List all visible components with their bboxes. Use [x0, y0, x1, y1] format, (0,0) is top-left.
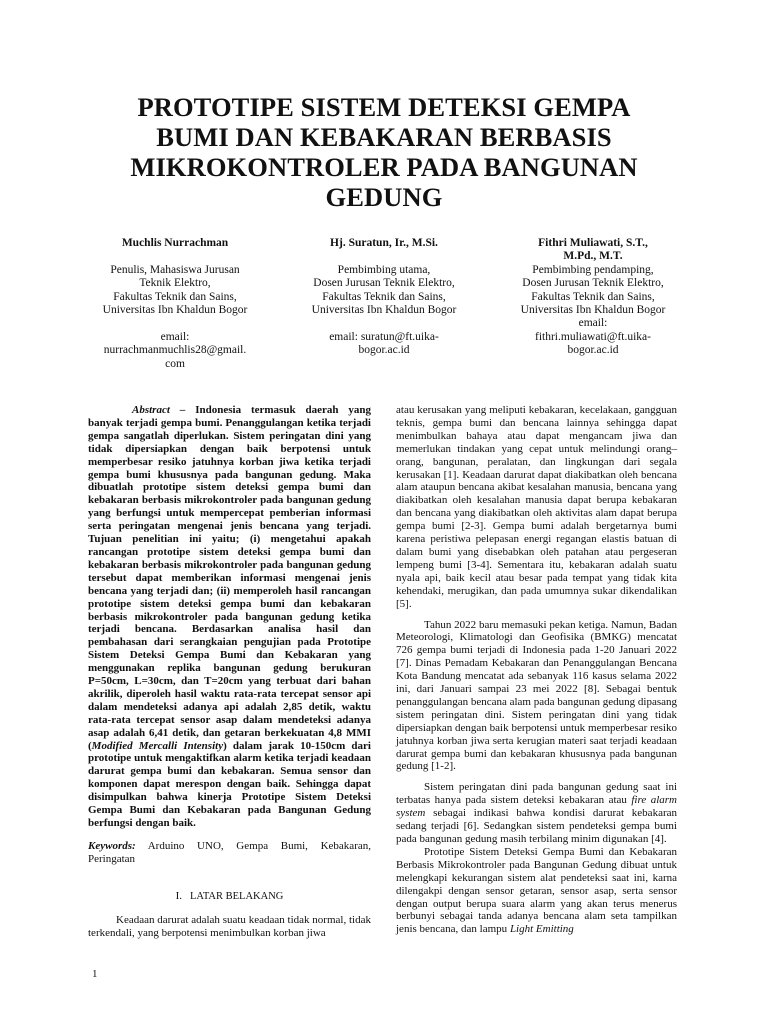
body-paragraph: atau kerusakan yang meliputi kebakaran, kecelakaan, gangguan teknis, gempa bumi dan bencana lainnya sehingga dapat menimbulkan bahaya atau dapat mengancam jiwa dan memerlukan tindakan yang cepat untuk melindungi orang– orang, bangunan, peralatan, dan lingkungan dari segala kerusakan [1]. Keadaan darurat dapat diakibatkan oleh bencana alam ataupun bencana akibat kesalahan manusia, bencana yang diakibatkan oleh kesalahan manusia dapat berupa kebakaran dan bencana yang diakibatkan oleh aktivitas alam dapat berupa gempa bumi [2-3]. Gempa bumi adalah bergetarnya bumi karena peristiwa pelepasan energi regangan elastis batuan di dalam bumi yang disebabkan oleh patahan atau pergeseran lempeng bumi [3-4]. Sementara itu, kebakaran adalah suatu nyala api, baik kecil atau besar pada tempat yang tidak kita kehendaki, merugikan, dan pada umumnya sukar dikendalikan [5]. [396, 404, 677, 610]
author-email: nurrachmanmuchlis28@gmail. [103, 344, 247, 357]
author-affiliation: Fakultas Teknik dan Sains, [113, 290, 237, 303]
paper-title [90, 92, 678, 212]
abstract-text: – Indonesia termasuk daerah yang banyak terjadi gempa bumi. Penanggulangan ketika terjadi gempa sangatlah diperlukan. Sistem peringatan dini yang tidak dipersiapkan dengan baik berpotensi untuk memperbesar resiko jatuhnya korban jiwa ketika terjadi gempa bumi khususnya pada bangunan gedung. Maka dibuatlah prototipe sistem deteksi gempa bumi dan kebakaran berbasis mikrokontroler pada bangunan gedung yang berfungsi untuk mempercepat pemberian informasi serta peringatan mengenai jenis bencana yang terjadi. Tujuan penelitian ini yaitu; (i) mengetahui apakah rancangan prototipe sistem deteksi gempa bumi dan kebakaran berbasis mikrokontroler pada bangunan gedung tersebut dapat memberikan informasi mengenai jenis bencana yang terjadi dan; (ii) memperoleh hasil rancangan prototipe sistem deteksi gempa bumi dan kebakaran berbasis mikrokontroler pada bangunan gedung ketika terjadi bencana. Berdasarkan analisa hasil dan pembahasan dari serangkaian pengujian pada Prototipe Sistem Deteksi Gempa Bumi dan Kebakaran yang menggunakan replika bangunan gedung berukuran P=50cm, L=30cm, dan T=20cm yang terbuat dari bahan akrilik, diperoleh hasil waktu rata-rata tercepat sensor api dalam mendeteksi adanya api adalah 2,85 detik, waktu rata-rata tercepat sensor asap dalam mendeteksi adanya asap adalah 6,41 detik, dan getaran berkekuatan 4,8 MMI ( [88, 404, 371, 752]
author-block-1 [80, 237, 270, 371]
author-email: bogor.ac.id [358, 344, 410, 357]
title-line: GEDUNG [325, 182, 443, 212]
body-text: sebagai indikasi bahwa kondisi darurat kebakaran sedang terjadi [6]. Sedangkan sistem pendeteksi gempa bumi pada bangunan gedung masih terbilang minim digunakan [4]. [396, 807, 677, 845]
abstract-mmi: Modified Mercalli Intensity [91, 739, 224, 752]
keywords-text: Arduino UNO, Gempa Bumi, Kebakaran, Peringatan [88, 839, 371, 865]
author-email: email: suratun@ft.uika- [329, 330, 439, 343]
author-email: email: [160, 330, 190, 343]
abstract [88, 404, 371, 830]
author-affiliation: Universitas Ibn Khaldun Bogor [520, 304, 666, 317]
author-affiliation: Pembimbing utama, [337, 263, 431, 276]
abstract-label: Abstract [132, 404, 170, 416]
title-line: MIKROKONTROLER PADA BANGUNAN [130, 152, 638, 182]
author-name: Muchlis Nurrachman [121, 237, 229, 249]
title-line: BUMI DAN KEBAKARAN BERBASIS [156, 122, 612, 152]
page-number: 1 [92, 968, 98, 980]
author-name: M.Pd., M.T. [563, 250, 623, 263]
author-email: com [165, 357, 185, 370]
keywords-label: Keywords: [88, 839, 136, 852]
author-name: Hj. Suratun, Ir., M.Si. [330, 237, 438, 249]
author-affiliation: Dosen Jurusan Teknik Elektro, [313, 277, 455, 290]
body-paragraph [396, 846, 677, 936]
body-text: Sistem peringatan dini pada bangunan gedung saat ini terbatas hanya pada sistem deteksi kebakaran atau [396, 781, 677, 807]
author-block-3 [498, 237, 688, 358]
author-block-2 [289, 237, 479, 358]
right-column [396, 404, 677, 936]
author-affiliation: Penulis, Mahasiswa Jurusan [110, 263, 240, 276]
section-title: LATAR BELAKANG [190, 890, 284, 902]
author-affiliation: Universitas Ibn Khaldun Bogor [102, 304, 248, 317]
section-heading [88, 890, 371, 904]
body-paragraph: Tahun 2022 baru memasuki pekan ketiga. Namun, Badan Meteorologi, Klimatologi dan Geofisika (BMKG) mencatat 726 gempa bumi terjadi di Indonesia pada 1-20 Januari 2022 [7]. Dinas Pemadam Kebakaran dan Penanggulangan Bencana Kota Bandung mencatat ada sebanyak 116 kasus selama 2022 ini, dari Januari sampai 23 mei 2022 [8]. Sebagai bentuk penanggulangan bencana alam pada bangunan gedung dipasang sistem peringatan dini. Sistem peringatan dini yang tidak dipersiapkan dengan baik berpotensi untuk memperbesar resiko jatuhnya korban jiwa serta kerugian materi saat terjadi keadaan darurat gempa bumi dan kebakaran khususnya pada bangunan gedung [1-2]. [396, 618, 678, 773]
author-affiliation: Pembimbing pendamping, [532, 263, 654, 276]
author-affiliation: Fakultas Teknik dan Sains, [531, 290, 655, 303]
body-paragraph [396, 781, 677, 846]
body-paragraph: Keadaan darurat adalah suatu keadaan tidak normal, tidak terkendali, yang berpotensi menimbulkan korban jiwa [88, 913, 371, 939]
author-affiliation: Fakultas Teknik dan Sains, [322, 290, 446, 303]
title-line: PROTOTIPE SISTEM DETEKSI GEMPA [137, 92, 631, 122]
body-italic: fire alarm system [396, 794, 678, 820]
author-email: bogor.ac.id [567, 344, 619, 357]
author-email: email: [578, 317, 608, 330]
section-number: I. [175, 889, 183, 902]
author-affiliation: Teknik Elektro, [139, 277, 211, 290]
abstract-text: ) dalam jarak 10-150cm dari prototipe untuk mengaktifkan alarm ketika terjadi keadaan darurat gempa bumi dan kebakaran. Semua sensor dan komponen dapat merespon dengan baik. Sehingga dapat disimpulkan bahwa kinerja Prototipe Sistem Deteksi Gempa Bumi dan Kebakaran pada Bangunan Gedung berfungsi dengan baik. [88, 739, 371, 829]
body-text: Prototipe Sistem Deteksi Gempa Bumi dan Kebakaran Berbasis Mikrokontroler pada Bangunan Gedung dibuat untuk melengkapi kekurangan sistem alat pendeteksi saat ini, karna dilengakpi dengan sensor getaran, sensor asap, serta sensor dengan output berupa suara alarm yang akan terus menerus berbunyi sebagai tanda adanya bencana alam seta tampilkan jenis bencana, dan lampu [396, 845, 677, 936]
author-affiliation: Universitas Ibn Khaldun Bogor [311, 304, 457, 317]
keywords [88, 840, 371, 866]
body-italic: Light Emitting [509, 923, 574, 936]
left-column [88, 404, 371, 939]
author-name: Fithri Muliawati, S.T., [538, 237, 648, 249]
author-affiliation: Dosen Jurusan Teknik Elektro, [522, 277, 664, 290]
author-email: fithri.muliawati@ft.uika- [535, 330, 651, 343]
